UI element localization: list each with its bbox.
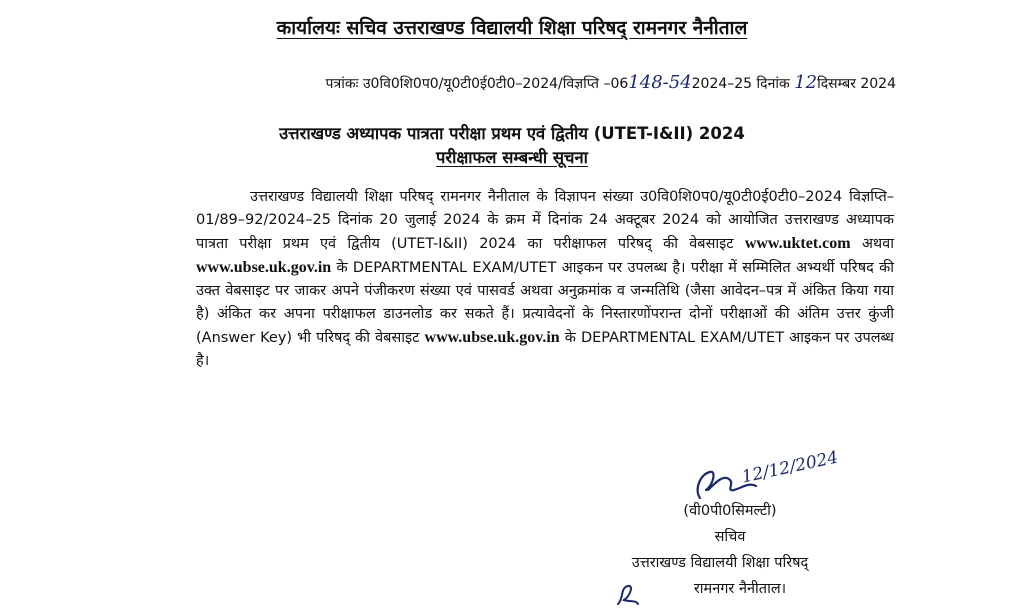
signatory-organisation: उत्तराखण्ड विद्यालयी शिक्षा परिषद् xyxy=(631,555,809,571)
office-header-text: कार्यालयः सचिव उत्तराखण्ड विद्यालयी शिक्षा परिषद् रामनगर नैनीताल xyxy=(276,17,748,39)
notice-body xyxy=(196,186,894,373)
heading-subtitle: परीक्षाफल सम्बन्धी सूचना xyxy=(436,148,588,167)
reference-prefix: पत्रांकः उ0वि0शि0प0/यू0टी0ई0टी0–2024/विज्ञप्ति –06 xyxy=(325,76,629,92)
body-part-3: के DEPARTMENTAL EXAM/UTET आइकन पर उपलब्ध है। परीक्षा में सम्मिलित अभ्यर्थी परिषद की उक्त वेबसाइट पर जाकर अपने पंजीकरण संख्या एवं पासवर्ड अथवा अनुक्रमांक व जन्मतिथि (जैसा आवेदन–पत्र में अंकित किया गया है) अंकित कर अपना परीक्षाफल डाउनलोड कर सकते हैं। प्रत्यावेदनों के निस्तारणोंपरान्त दोनों परीक्षाओं की अंतिम उत्तर कुंजी (Answer Key) भी परिषद् की वेबसाइट xyxy=(196,260,894,346)
website-ubse-link-2[interactable]: www.ubse.uk.gov.in xyxy=(424,329,560,346)
body-part-1: उत्तराखण्ड विद्यालयी शिक्षा परिषद् रामनगर नैनीताल के विज्ञापन संख्या उ0वि0शि0प0/यू0टी0ई0टी0–2024 विज्ञप्ति–01/89–92/2024–25 दिनांक 20 जुलाई 2024 के क्रम में दिनांक 24 अक्टूबर 2024 को आयोजित उत्तराखण्ड अध्यापक पात्रता परीक्षा प्रथम एवं द्वितीय (UTET-I&II) 2024 का परीक्षाफल परिषद् की वेबसाइट xyxy=(196,189,894,252)
body-part-2: अथवा xyxy=(861,236,894,252)
handwritten-day: 12 xyxy=(794,72,818,93)
handwritten-reference-number: 148-54 xyxy=(628,72,692,93)
notice-heading xyxy=(0,122,1024,170)
signatory-name: (वी0पी0सिमल्टी) xyxy=(683,503,777,519)
office-header xyxy=(0,14,1024,40)
website-ubse-link[interactable]: www.ubse.uk.gov.in xyxy=(196,259,332,276)
body-part-4: के DEPARTMENTAL EXAM/UTET आइकन पर उपलब्ध है। xyxy=(196,330,895,369)
website-uktet-link[interactable]: www.uktet.com xyxy=(744,235,851,252)
reference-date: दिसम्बर 2024 xyxy=(817,76,896,92)
reference-line xyxy=(326,72,896,93)
reference-date-label: दिनांक xyxy=(756,76,790,92)
reference-year: 2024–25 xyxy=(691,76,753,92)
initial-mark xyxy=(612,580,642,610)
heading-title: उत्तराखण्ड अध्यापक पात्रता परीक्षा प्रथम एवं द्वितीय (UTET-I&II) 2024 xyxy=(279,124,745,143)
signatory-place: रामनगर नैनीताल। xyxy=(693,581,787,597)
signatory-designation: सचिव xyxy=(714,529,746,545)
handwritten-signature-date: 12/12/2024 xyxy=(740,447,841,488)
